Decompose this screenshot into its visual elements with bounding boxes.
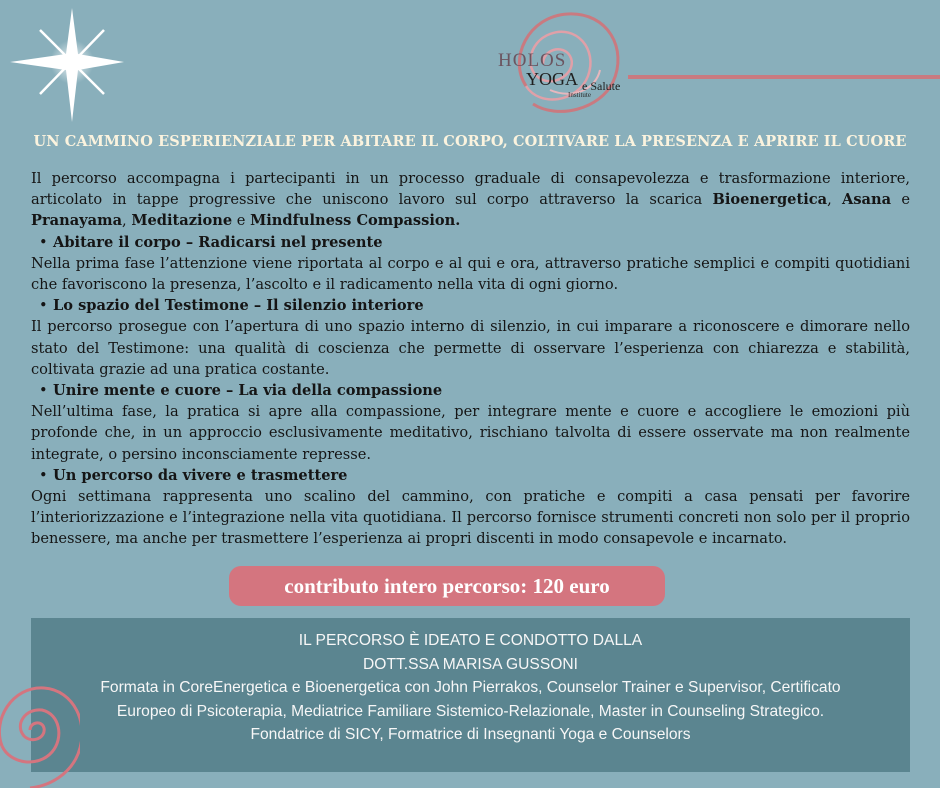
section-title-text: Abitare il corpo – Radicarsi nel presente [53,233,383,251]
instructor-name: DOTT.SSA MARISA GUSSONI [363,655,578,673]
intro-bold-pranayama: Pranayama [31,212,123,230]
intro-paragraph [31,168,910,232]
bullet-icon: • [39,233,48,251]
logo-text-institute: Institute [568,91,591,99]
sparkle-star-icon [0,0,150,140]
logo-text-salute: e Salute [582,79,621,93]
bullet-icon: • [39,466,48,484]
section-title [31,380,910,401]
price-badge: contributo intero percorso: 120 euro [229,566,665,606]
section-title-text: Unire mente e cuore – La via della compassione [53,382,443,400]
section-text: Il percorso prosegue con l’apertura di uno spazio interno di silenzio, in cui imparare a riconoscere e dimorare nello stato del Testimone: una qualità di coscienza che permette di osservare l’esperienza con chiarezza e stabilità, coltivata grazie ad una pratica costante. [31,318,910,378]
section-text: Ogni settimana rappresenta uno scalino del cammino, con pratiche e compiti a casa pensati per favorire l’interiorizzazione e l’integrazione nella vita quotidiana. Il percorso fornisce strumenti concreti non solo per il proprio benessere, ma anche per trasmettere l’esperienza ai propri discenti in modo consapevole e incarnato. [31,488,910,548]
section-title [31,232,910,253]
instructor-credentials: Fondatrice di SICY, Formatrice di Insegnanti Yoga e Counselors [250,726,691,743]
intro-text: e [891,191,910,209]
program-description [31,168,910,550]
section-title-text: Lo spazio del Testimone – Il silenzio interiore [53,297,424,315]
bullet-icon: • [39,297,48,315]
section-title [31,465,910,486]
spiral-decoration-icon [0,660,80,788]
intro-bold-asana: Asana [842,191,892,209]
section-text: Nella prima fase l’attenzione viene riportata al corpo e al qui e ora, attraverso pratiche semplici e compiti quotidiani che favoriscono la presenza, l’ascolto e il radicamento nella vita di ogni giorno. [31,254,910,294]
logo-divider-line [628,75,940,79]
logo-text-yoga: YOGA [526,69,578,89]
instructor-intro: IL PERCORSO È IDEATO E CONDOTTO DALLA [298,632,643,649]
instructor-info [31,629,910,747]
bullet-icon: • [39,382,48,400]
intro-text: , [122,212,132,230]
intro-bold-meditazione: Meditazione [131,212,233,230]
section-text: Nell’ultima fase, la pratica si apre alla compassione, per integrare mente e cuore e accogliere le emozioni più profonde che, in un approccio esclusivamente meditativo, rischiano talvolta di essere osservate ma non realmente integrate, o persino inconsciamente represse. [31,403,910,463]
instructor-credentials: Formata in CoreEnergetica e Bioenergetica con John Pierrakos, Counselor Trainer e Supervisor, Certificato [100,679,841,696]
intro-text: , [827,191,843,209]
page-title: UN CAMMINO ESPERIENZIALE PER ABITARE IL CORPO, COLTIVARE LA PRESENZA E APRIRE IL CUORE [33,133,907,150]
intro-text: e [232,212,251,230]
section-title-text: Un percorso da vivere e trasmettere [53,466,348,484]
intro-bold-mindfulness: Mindfulness Compassion. [250,212,461,230]
intro-text: Il percorso accompagna i partecipanti in un processo graduale di consapevolezza e trasformazione interiore, articolato in tappe progressive che uniscono lavoro sul corpo attraverso la scarica [31,170,910,209]
intro-bold-bioenergetica: Bioenergetica [712,191,828,209]
section-title [31,295,910,316]
logo-text-holos: HOLOS [498,50,567,71]
instructor-credentials: Europeo di Psicoterapia, Mediatrice Familiare Sistemico-Relazionale, Master in Counseling Strategico. [116,702,825,720]
